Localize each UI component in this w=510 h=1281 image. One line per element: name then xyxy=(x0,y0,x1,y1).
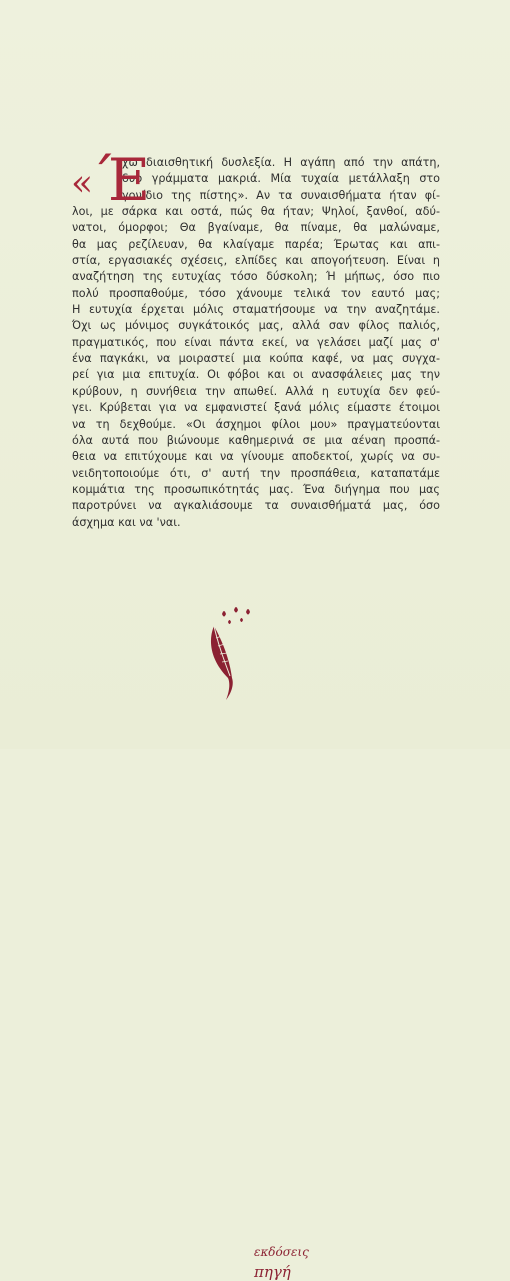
blurb-line: ένα παγκάκι, να μοιραστεί μια κούπα καφέ, να μας συγχα- xyxy=(72,352,440,366)
publisher-name-line1: εκδόσεις xyxy=(254,1245,309,1259)
opening-guillemet: « xyxy=(71,163,94,204)
blurb-line: γονίδιο της πίστης». Αν τα συναισθήματα ήταν φί- xyxy=(122,188,440,202)
blurb-text xyxy=(71,146,440,531)
feather-quill-icon xyxy=(200,600,310,710)
blurb-line: χω διαισθητική δυσλεξία. Η αγάπη από την απάτη, xyxy=(122,156,440,169)
blurb-line: πραγματικός, που είναι πάντα εκεί, να γελάσει μαζί μας σ' xyxy=(72,335,440,349)
blurb-line: νειδητοποιούμε ότι, σ' αυτή την προσπάθεια, καταπατάμε xyxy=(72,466,440,480)
blurb-line: δυο γράμματα μακριά. Μία τυχαία μετάλλαξη στο xyxy=(122,172,440,186)
publisher-logo xyxy=(200,600,310,1281)
blurb-line: κρύβουν, η συνήθεια την απωθεί. Αλλά η ευτυχία δεν φεύ- xyxy=(72,384,440,398)
blurb-line: άσχημα και να 'ναι. xyxy=(72,515,181,529)
blurb-line: στία, εργασιακές σχέσεις, ελπίδες και απογοήτευση. Είναι η xyxy=(72,254,440,268)
blurb-line: θεια να επιτύχουμε και να γίνουμε αποδεκτοί, χωρίς να συ- xyxy=(72,450,440,464)
blurb-line: πολύ προσπαθούμε, τόσο χάνουμε τελικά τον εαυτό μας; xyxy=(72,286,440,300)
drop-cap: Έ xyxy=(98,146,151,214)
blurb-line: ρεί για μια επιτυχία. Οι φόβοι και οι ανασφάλειες μας την xyxy=(72,368,440,382)
blurb-line: κομμάτια της προσωπικότητάς μας. Ένα διήγημα που μας xyxy=(72,482,440,496)
blurb-line: όλα αυτά που βιώνουμε καθημερινά σε μια αέναη προσπά- xyxy=(72,433,440,447)
blurb-line: παροτρύνει να αγκαλιάσουμε τα συναισθήματά μας, όσο xyxy=(72,499,440,513)
blurb-line: γει. Κρύβεται για να εμφανιστεί ξανά μόλις είμαστε έτοιμοι xyxy=(72,401,440,415)
blurb-line: λοι, με σάρκα και οστά, πώς θα ήταν; Ψηλοί, ξανθοί, αδύ- xyxy=(72,205,440,219)
blurb-line: θα μας ρεζίλευαν, θα κλαίγαμε παρέα; Έρωτας και απι- xyxy=(72,237,440,251)
blurb-line: Όχι ως μόνιμος συγκάτοικός μας, αλλά σαν φίλος παλιός, xyxy=(72,319,440,333)
blurb-line: αναζήτηση της ευτυχίας τόσο δύσκολη; Ή μήπως, όσο πιο xyxy=(72,270,440,284)
blurb-line: Η ευτυχία έρχεται μόλις σταματήσουμε να την αναζητάμε. xyxy=(72,303,440,317)
publisher-name-line2: πηγή xyxy=(254,1263,291,1281)
blurb-line: νατοι, όμορφοι; Θα βγαίναμε, θα πίναμε, θα μαλώναμε, xyxy=(72,221,440,235)
blurb-line: να τη δεχθούμε. «Οι άσχημοι φίλοι μου» πραγματεύονται xyxy=(72,417,440,431)
